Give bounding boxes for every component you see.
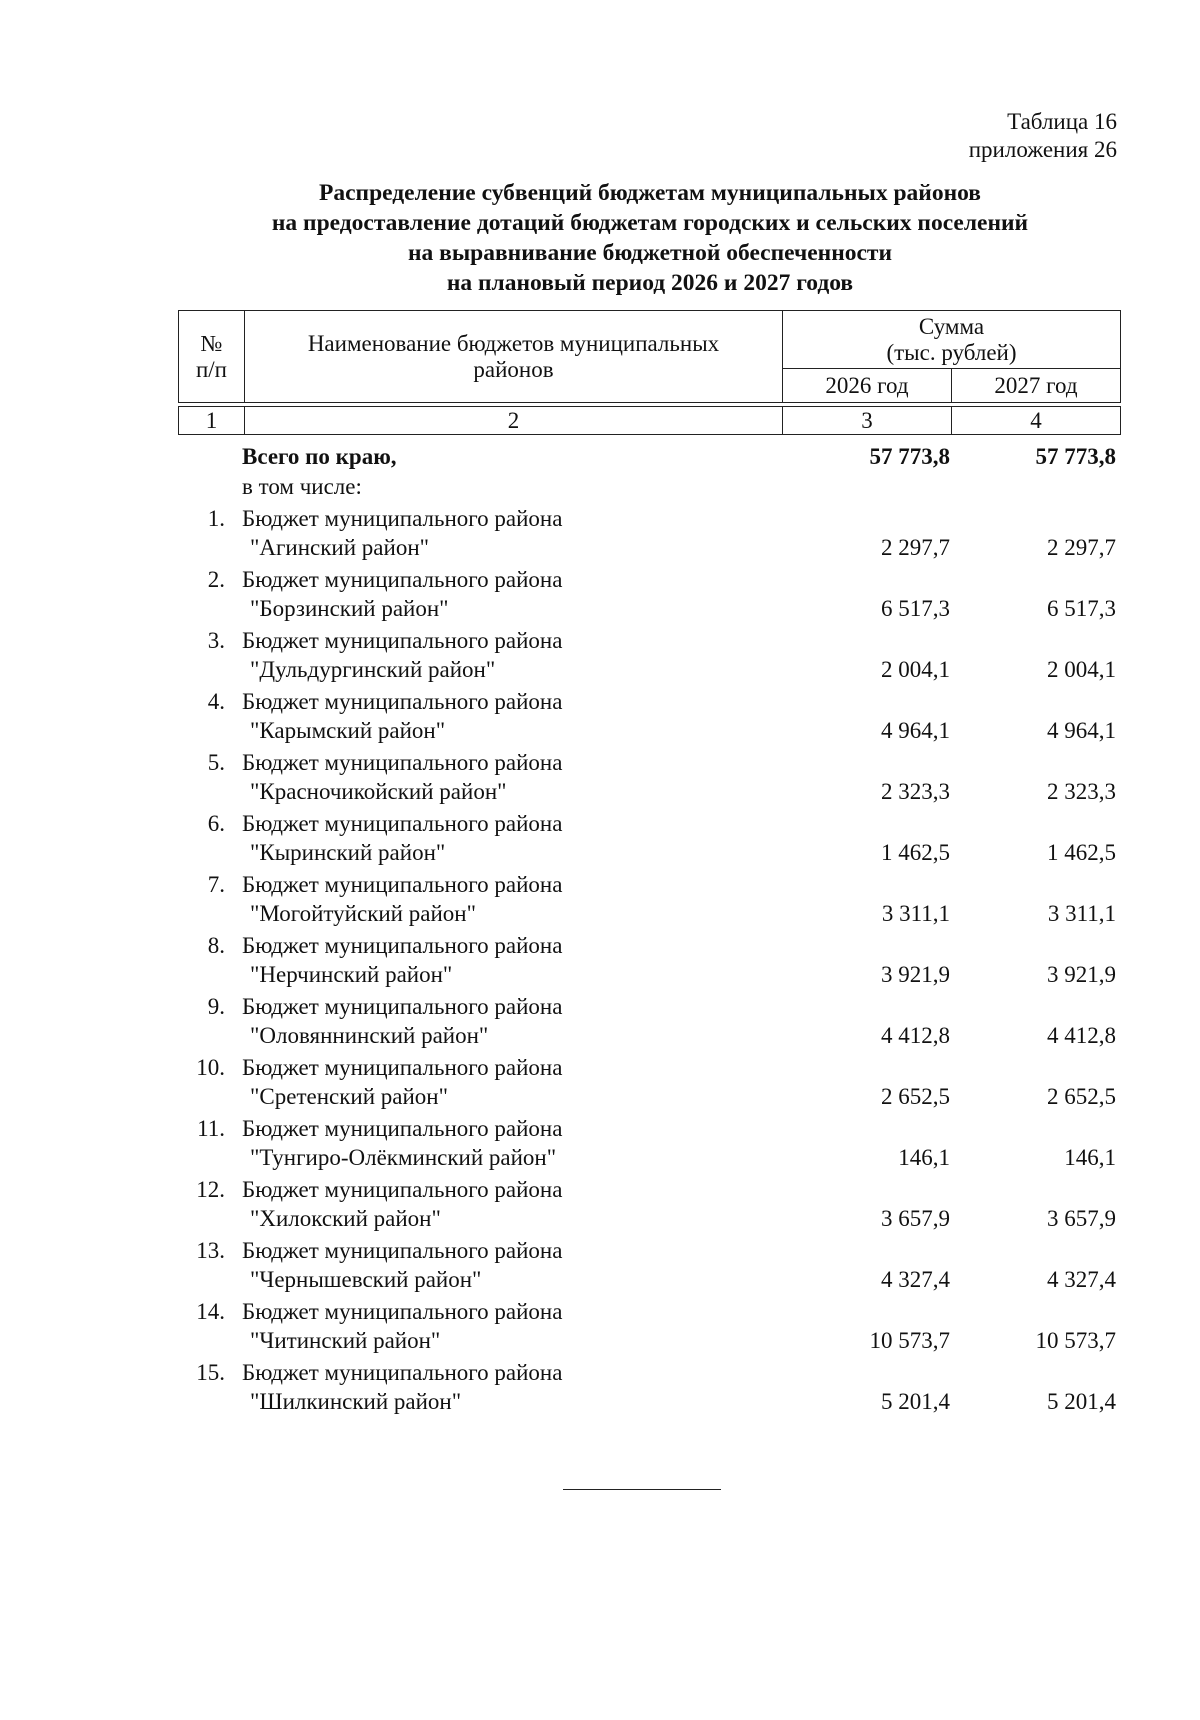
- table-row: [178, 1052, 1120, 1113]
- table-header: [178, 310, 1121, 435]
- caption-appendix: приложения 26: [968, 137, 1117, 162]
- header-number-cell: [179, 311, 245, 403]
- row-number: 3.: [207, 628, 225, 653]
- header-number-abbr: п/п: [195, 356, 227, 382]
- table-row: [178, 991, 1120, 1052]
- table-row: [178, 503, 1120, 564]
- row-value-2026: 10 573,7: [869, 1328, 950, 1353]
- header-sum-cell: [783, 311, 1121, 369]
- total-value-2027: 57 773,8: [1035, 444, 1116, 469]
- row-budget-label: Бюджет муниципального района: [242, 750, 563, 775]
- row-value-2026: 2 297,7: [881, 535, 950, 560]
- row-value-2026: 3 921,9: [881, 962, 950, 987]
- row-value-2027: 6 517,3: [1047, 596, 1116, 621]
- row-value-2026: 6 517,3: [881, 596, 950, 621]
- table-row: [178, 869, 1120, 930]
- row-number: 2.: [207, 567, 225, 592]
- row-value-2027: 146,1: [1064, 1145, 1116, 1170]
- table-row: [178, 686, 1120, 747]
- header-sum-label: Сумма: [918, 313, 985, 339]
- row-number: 9.: [207, 994, 225, 1019]
- header-name-line-2: районов: [473, 356, 554, 382]
- column-number-1: 1: [179, 407, 245, 435]
- table-row: [178, 808, 1120, 869]
- row-budget-label: Бюджет муниципального района: [242, 872, 563, 897]
- table-body: [178, 441, 1120, 1418]
- row-number: 12.: [196, 1177, 225, 1202]
- row-district-name: "Шилкинский район": [250, 1389, 462, 1414]
- row-number: 7.: [207, 872, 225, 897]
- row-budget-label: Бюджет муниципального района: [242, 689, 563, 714]
- header-year-2026: 2026 год: [783, 369, 952, 403]
- row-district-name: "Читинский район": [250, 1328, 441, 1353]
- table-row: [178, 625, 1120, 686]
- row-budget-label: Бюджет муниципального района: [242, 1177, 563, 1202]
- row-district-name: "Хилокский район": [250, 1206, 441, 1231]
- row-district-name: "Красночикойский район": [250, 779, 507, 804]
- row-value-2026: 146,1: [898, 1145, 950, 1170]
- district-rows: [178, 503, 1120, 1418]
- table-row: [178, 1113, 1120, 1174]
- row-value-2027: 1 462,5: [1047, 840, 1116, 865]
- row-district-name: "Кыринский район": [250, 840, 446, 865]
- total-sublabel: в том числе:: [242, 474, 362, 499]
- total-value-2026: 57 773,8: [869, 444, 950, 469]
- row-value-2027: 5 201,4: [1047, 1389, 1116, 1414]
- row-budget-label: Бюджет муниципального района: [242, 1055, 563, 1080]
- row-budget-label: Бюджет муниципального района: [242, 1116, 563, 1141]
- row-number: 8.: [207, 933, 225, 958]
- table-caption: [969, 108, 1117, 164]
- table-row: [178, 1235, 1120, 1296]
- row-budget-label: Бюджет муниципального района: [242, 994, 563, 1019]
- row-budget-label: Бюджет муниципального района: [242, 567, 563, 592]
- row-value-2026: 2 004,1: [881, 657, 950, 682]
- title-line-3: на выравнивание бюджетной обеспеченности: [407, 240, 893, 266]
- row-value-2026: 3 657,9: [881, 1206, 950, 1231]
- row-value-2027: 2 004,1: [1047, 657, 1116, 682]
- row-budget-label: Бюджет муниципального района: [242, 933, 563, 958]
- end-divider: [563, 1489, 721, 1490]
- header-year-2027: 2027 год: [952, 369, 1121, 403]
- total-row: [178, 441, 1120, 503]
- header-sum-unit: (тыс. рублей): [886, 339, 1017, 365]
- row-value-2027: 2 323,3: [1047, 779, 1116, 804]
- title-line-2: на предоставление дотаций бюджетам городских и сельских поселений: [271, 210, 1029, 236]
- row-budget-label: Бюджет муниципального района: [242, 506, 563, 531]
- row-number: 1.: [207, 506, 225, 531]
- header-number-sign: №: [200, 330, 223, 356]
- column-number-3: 3: [783, 407, 952, 435]
- row-value-2026: 3 311,1: [881, 901, 950, 926]
- row-value-2027: 3 657,9: [1047, 1206, 1116, 1231]
- table-row: [178, 1174, 1120, 1235]
- row-district-name: "Агинский район": [250, 535, 430, 560]
- header-name-cell: [245, 311, 783, 403]
- row-value-2027: 4 964,1: [1047, 718, 1116, 743]
- row-value-2026: 2 652,5: [881, 1084, 950, 1109]
- row-value-2027: 3 311,1: [1047, 901, 1116, 926]
- caption-table-number: Таблица 16: [1007, 109, 1117, 134]
- row-value-2026: 1 462,5: [881, 840, 950, 865]
- row-value-2027: 10 573,7: [1035, 1328, 1116, 1353]
- table-row: [178, 747, 1120, 808]
- row-district-name: "Чернышевский район": [250, 1267, 482, 1292]
- row-district-name: "Тунгиро-Олёкминский район": [250, 1145, 557, 1170]
- row-district-name: "Оловяннинский район": [250, 1023, 489, 1048]
- title-line-1: Распределение субвенций бюджетам муниципальных районов: [319, 180, 981, 206]
- document-title: [180, 178, 1120, 298]
- row-value-2027: 2 652,5: [1047, 1084, 1116, 1109]
- row-number: 4.: [207, 689, 225, 714]
- row-value-2026: 5 201,4: [881, 1389, 950, 1414]
- column-number-4: 4: [952, 407, 1121, 435]
- row-district-name: "Борзинский район": [250, 596, 449, 621]
- row-value-2026: 4 412,8: [881, 1023, 950, 1048]
- table-row: [178, 564, 1120, 625]
- row-district-name: "Могойтуйский район": [250, 901, 476, 926]
- row-value-2027: 4 412,8: [1047, 1023, 1116, 1048]
- row-budget-label: Бюджет муниципального района: [242, 811, 563, 836]
- header-name-line-1: Наименование бюджетов муниципальных: [307, 330, 720, 356]
- row-value-2026: 4 964,1: [881, 718, 950, 743]
- column-number-2: 2: [245, 407, 783, 435]
- row-district-name: "Нерчинский район": [250, 962, 453, 987]
- row-budget-label: Бюджет муниципального района: [242, 628, 563, 653]
- row-value-2026: 4 327,4: [881, 1267, 950, 1292]
- row-value-2027: 4 327,4: [1047, 1267, 1116, 1292]
- title-line-4: на плановый период 2026 и 2027 годов: [446, 270, 854, 296]
- row-value-2027: 3 921,9: [1047, 962, 1116, 987]
- row-number: 13.: [196, 1238, 225, 1263]
- row-value-2026: 2 323,3: [881, 779, 950, 804]
- table-row: [178, 1357, 1120, 1418]
- row-budget-label: Бюджет муниципального района: [242, 1299, 563, 1324]
- row-district-name: "Дульдургинский район": [250, 657, 496, 682]
- table-row: [178, 930, 1120, 991]
- row-number: 15.: [196, 1360, 225, 1385]
- total-label: Всего по краю,: [242, 444, 397, 469]
- row-budget-label: Бюджет муниципального района: [242, 1238, 563, 1263]
- row-number: 5.: [207, 750, 225, 775]
- row-number: 11.: [197, 1116, 225, 1141]
- row-value-2027: 2 297,7: [1047, 535, 1116, 560]
- row-district-name: "Карымский район": [250, 718, 446, 743]
- row-number: 6.: [207, 811, 225, 836]
- table-row: [178, 1296, 1120, 1357]
- row-district-name: "Сретенский район": [250, 1084, 448, 1109]
- row-budget-label: Бюджет муниципального района: [242, 1360, 563, 1385]
- row-number: 10.: [196, 1055, 225, 1080]
- row-number: 14.: [196, 1299, 225, 1324]
